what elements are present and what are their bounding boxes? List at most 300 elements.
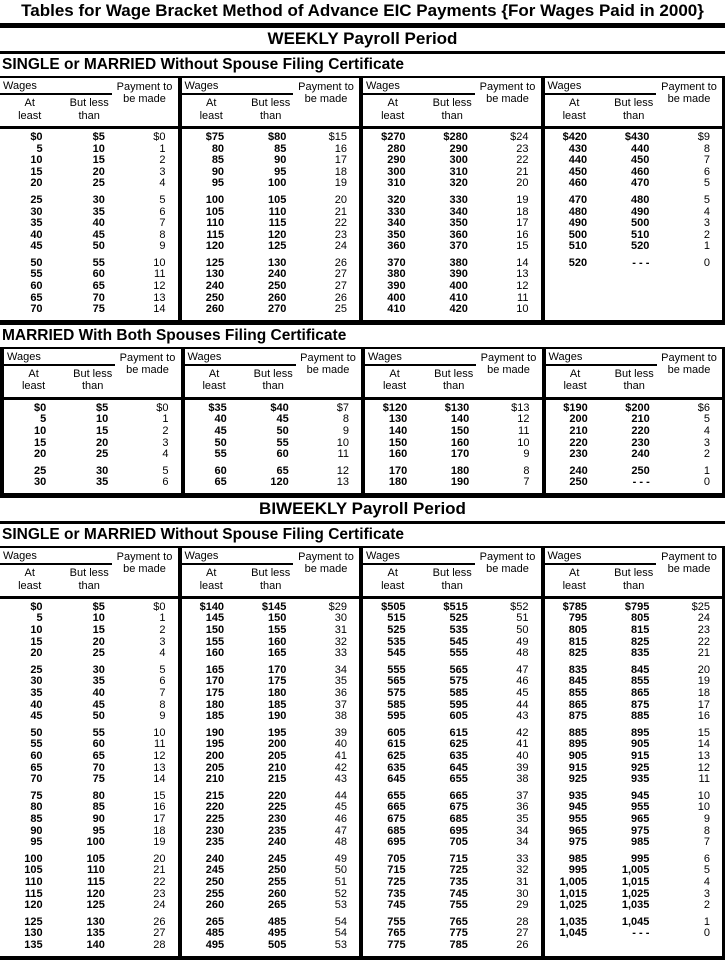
wage-row [182, 132, 360, 144]
payment-value: 31 [334, 624, 347, 637]
wage-row [185, 449, 362, 461]
payment-value: 2 [159, 154, 166, 167]
wage-row [0, 739, 178, 751]
table-column [359, 548, 541, 956]
payment-value: 50 [334, 864, 347, 877]
table-header [0, 78, 178, 129]
at-least-value: 180 [388, 476, 408, 489]
table-header [0, 548, 178, 599]
at-least-value: $35 [208, 401, 227, 414]
payment-value: 7 [523, 476, 530, 489]
payment-value: 5 [159, 663, 166, 676]
but-less-than-value: $5 [92, 130, 105, 143]
at-least-value: 115 [24, 887, 43, 900]
table-header [545, 548, 723, 599]
but-less-than-value: 360 [449, 228, 468, 241]
but-less-than-label [59, 567, 118, 592]
payment-value: 10 [153, 726, 166, 739]
at-least-value: 955 [568, 812, 588, 825]
but-less-than-value: 545 [449, 635, 468, 648]
but-less-than-value: 25 [92, 177, 105, 190]
but-less-than-value: 180 [268, 687, 287, 700]
payment-value: 37 [334, 698, 347, 711]
at-least-value: 260 [205, 899, 225, 912]
at-least-label [545, 97, 604, 122]
at-least-value: 470 [568, 193, 588, 206]
wage-row [545, 837, 723, 849]
at-least-value: 965 [568, 824, 588, 837]
at-least-value: 80 [30, 801, 43, 814]
at-least-label [0, 97, 59, 122]
payment-value: 33 [334, 647, 347, 660]
but-less-than-value: 625 [449, 738, 468, 751]
but-less-than-value: 200 [268, 738, 287, 751]
but-less-than-value: 575 [449, 675, 468, 688]
wage-row [363, 900, 541, 912]
at-least-value: 240 [569, 464, 588, 477]
payment-value: 1 [703, 240, 710, 253]
but-less-than-value: 490 [631, 205, 650, 218]
at-least-value: 120 [24, 899, 43, 912]
but-less-than-value: 380 [449, 256, 468, 269]
but-less-than-value: 170 [268, 663, 287, 676]
at-least-value: 615 [387, 738, 406, 751]
but-less-than-value: $130 [444, 401, 470, 414]
at-least-value: 1,025 [559, 899, 588, 912]
wage-row [363, 814, 541, 826]
but-less-than-value: 25 [92, 647, 105, 660]
but-less-than-value: 180 [450, 464, 470, 477]
at-least-value: 50 [30, 726, 43, 739]
but-less-than-value: 35 [95, 476, 109, 489]
at-least-value: 245 [205, 864, 225, 877]
at-least-value: 450 [568, 165, 588, 178]
payment-value: 37 [516, 789, 529, 802]
table-column [181, 349, 362, 493]
but-less-than-label [59, 97, 118, 122]
but-less-than-value: 10 [92, 612, 105, 625]
at-least-value: 10 [30, 624, 43, 637]
wage-row [0, 258, 178, 270]
but-less-than-value: 240 [268, 268, 287, 281]
payment-value: 44 [516, 698, 529, 711]
payment-value: 49 [334, 852, 347, 865]
payment-value: 35 [516, 812, 529, 825]
row-group [0, 132, 178, 190]
but-less-than-value: 260 [268, 291, 287, 304]
row-group [182, 132, 360, 190]
but-less-than-value: 10 [95, 413, 109, 426]
wage-row [182, 877, 360, 889]
at-least-label [0, 567, 59, 592]
wage-row [545, 814, 723, 826]
but-less-than-value: 100 [268, 177, 287, 190]
but-less-than-label [422, 97, 481, 122]
at-least-value: 15 [30, 165, 43, 178]
but-less-than-value: 125 [86, 899, 105, 912]
at-least-value: 765 [387, 927, 406, 940]
at-least-value: 240 [205, 280, 225, 293]
but-less-than-label [604, 567, 663, 592]
but-less-than-value: 460 [631, 165, 650, 178]
but-less-than-text: But less than [432, 567, 472, 592]
but-less-than-value: 50 [92, 240, 105, 253]
row-group [182, 665, 360, 723]
but-less-than-value: $145 [261, 600, 287, 613]
wage-row [545, 711, 723, 723]
payment-value: 8 [523, 464, 530, 477]
wage-row [185, 438, 362, 450]
payment-value: 3 [159, 635, 166, 648]
payment-value: 5 [159, 193, 166, 206]
wage-row [363, 155, 541, 167]
but-less-than-text: But less than [251, 97, 291, 122]
payment-value: 42 [334, 761, 347, 774]
payment-value: 20 [697, 663, 710, 676]
but-less-than-value: 310 [449, 165, 468, 178]
wage-row [0, 711, 178, 723]
but-less-than-value: 885 [631, 710, 650, 723]
at-least-value: 390 [387, 280, 406, 293]
payment-value: 5 [703, 177, 710, 190]
at-least-value: 95 [211, 177, 225, 190]
wage-row [365, 449, 542, 461]
at-least-value: 160 [205, 647, 225, 660]
row-group [0, 791, 178, 849]
row-group [365, 403, 542, 461]
wage-table [0, 349, 725, 493]
payment-value: $0 [153, 600, 166, 613]
payment-value: 47 [334, 824, 347, 837]
payment-value: 3 [703, 887, 710, 900]
payment-value: 29 [516, 899, 529, 912]
wage-row [363, 195, 541, 207]
at-least-value: $75 [205, 130, 225, 143]
but-less-than-value: 190 [450, 476, 470, 489]
payment-value: 4 [703, 424, 710, 437]
row-group [182, 195, 360, 253]
at-least-value: $0 [33, 401, 47, 414]
row-group [0, 854, 178, 912]
certificate-title: SINGLE or MARRIED Without Spouse Filing Certificate [2, 525, 405, 543]
but-less-than-value: 90 [92, 812, 105, 825]
but-less-than-value: 615 [449, 726, 468, 739]
at-least-value: 555 [387, 663, 406, 676]
at-least-value: 330 [387, 205, 406, 218]
at-least-value: 1,005 [559, 875, 588, 888]
at-least-value: 215 [205, 789, 225, 802]
wage-row [545, 258, 723, 270]
payment-value: 20 [516, 177, 529, 190]
table-column [541, 548, 723, 956]
but-less-than-value: 265 [268, 899, 287, 912]
divider [0, 956, 725, 960]
payment-value: 30 [334, 612, 347, 625]
but-less-than-value: 845 [631, 663, 650, 676]
payment-value: 39 [334, 726, 347, 739]
payment-value: 36 [334, 687, 347, 700]
wage-row [4, 477, 181, 489]
payment-value: 4 [159, 177, 166, 190]
at-least-value: 735 [387, 887, 406, 900]
but-less-than-value: 90 [274, 154, 287, 167]
payment-value: 27 [516, 927, 529, 940]
payment-value: 38 [516, 773, 529, 786]
payment-label: Payment to be made [119, 351, 176, 377]
payment-value: 26 [334, 291, 347, 304]
table-body [0, 599, 178, 956]
but-less-than-value: $80 [268, 130, 287, 143]
table-column [359, 78, 541, 320]
but-less-than-value: 125 [268, 240, 287, 253]
payment-value: 4 [703, 875, 710, 888]
but-less-than-value: 230 [268, 812, 287, 825]
payment-value: 6 [159, 205, 166, 218]
payment-value: 24 [697, 612, 710, 625]
at-least-value: 35 [30, 217, 43, 230]
at-least-value: 945 [568, 801, 588, 814]
payment-value: 27 [153, 927, 166, 940]
wage-row [546, 477, 723, 489]
but-less-than-value: 150 [268, 612, 287, 625]
at-least-value: 30 [33, 476, 47, 489]
payment-value: 17 [697, 698, 710, 711]
wage-row [182, 940, 360, 952]
wage-row [0, 900, 178, 912]
at-least-value: 70 [30, 303, 43, 316]
but-less-than-value: 130 [268, 256, 287, 269]
payment-value: 10 [517, 436, 530, 449]
at-least-value: 25 [30, 193, 43, 206]
at-least-value: 235 [205, 836, 225, 849]
at-least-value: 60 [214, 464, 227, 477]
but-less-than-value: $430 [624, 130, 650, 143]
at-least-text: At least [381, 97, 405, 122]
wage-row [545, 195, 723, 207]
at-least-value: 320 [387, 193, 406, 206]
wage-row [182, 751, 360, 763]
payment-value: 0 [703, 927, 710, 940]
payment-value: 34 [516, 836, 529, 849]
wage-row [0, 167, 178, 179]
at-least-value: 170 [388, 464, 408, 477]
at-least-value: 985 [568, 852, 588, 865]
column-subheaders [182, 567, 301, 592]
at-least-value: 55 [214, 448, 227, 461]
row-group [0, 195, 178, 253]
but-less-than-value: 605 [449, 710, 468, 723]
at-least-label [545, 567, 604, 592]
row-group [182, 728, 360, 786]
payment-value: 5 [703, 413, 710, 426]
at-least-label [363, 567, 422, 592]
column-subheaders [182, 97, 301, 122]
payment-value: 15 [516, 240, 529, 253]
at-least-value: 410 [387, 303, 406, 316]
at-least-value: $120 [382, 401, 408, 414]
but-less-than-value: 935 [631, 773, 650, 786]
at-least-value: 585 [387, 698, 406, 711]
payment-value: 12 [697, 761, 710, 774]
at-least-value: 30 [30, 205, 43, 218]
but-less-than-value: 155 [268, 624, 287, 637]
wage-row [182, 625, 360, 637]
but-less-than-value: 240 [631, 448, 650, 461]
at-least-value: 265 [205, 915, 225, 928]
wage-row [182, 648, 360, 660]
payment-value: 21 [697, 647, 710, 660]
but-less-than-value: 70 [92, 291, 105, 304]
payment-value: $6 [697, 401, 710, 414]
but-less-than-value: 190 [268, 710, 287, 723]
wage-row [363, 241, 541, 253]
payment-value: 54 [334, 927, 347, 940]
at-least-value: 440 [568, 154, 588, 167]
payment-value: 10 [516, 303, 529, 316]
but-less-than-value: - - - [632, 476, 650, 489]
at-least-value: 230 [569, 448, 588, 461]
table-body [363, 129, 541, 320]
payment-value: 22 [516, 154, 529, 167]
at-least-value: 190 [205, 726, 225, 739]
wage-row [185, 426, 362, 438]
at-least-value: 65 [30, 291, 43, 304]
wage-row [545, 688, 723, 700]
but-less-than-value: 120 [270, 476, 289, 489]
wage-row [365, 426, 542, 438]
but-less-than-value: 25 [95, 448, 109, 461]
at-least-value: 250 [569, 476, 588, 489]
at-least-value: 310 [387, 177, 406, 190]
but-less-than-value: $5 [92, 600, 105, 613]
table-body [365, 400, 542, 493]
table-column [542, 349, 723, 493]
payment-value: 31 [516, 875, 529, 888]
at-least-value: 805 [568, 624, 588, 637]
but-less-than-value: 270 [268, 303, 287, 316]
wage-row [182, 814, 360, 826]
wage-row [182, 711, 360, 723]
but-less-than-label [605, 368, 664, 393]
payment-value: 8 [159, 228, 166, 241]
but-less-than-value: $795 [624, 600, 650, 613]
at-least-value: 80 [211, 142, 225, 155]
row-group [545, 665, 723, 723]
wage-row [0, 178, 178, 190]
at-least-value: 695 [387, 836, 406, 849]
but-less-than-value: 705 [449, 836, 468, 849]
but-less-than-value: 100 [86, 836, 105, 849]
payment-value: 33 [516, 852, 529, 865]
but-less-than-value: $280 [443, 130, 468, 143]
but-less-than-value: 955 [631, 801, 650, 814]
payment-value: 43 [516, 710, 529, 723]
wage-row [0, 218, 178, 230]
at-least-value: 795 [568, 612, 588, 625]
wage-row [0, 940, 178, 952]
payment-label: Payment to be made [479, 550, 536, 576]
at-least-value: $0 [30, 130, 43, 143]
payment-value: 19 [153, 836, 166, 849]
wages-label: Wages [545, 550, 657, 565]
payment-value: 11 [518, 424, 530, 437]
column-subheaders [365, 368, 483, 393]
wage-row [545, 774, 723, 786]
row-group [545, 728, 723, 786]
wage-row [363, 940, 541, 952]
at-least-text: At least [18, 97, 42, 122]
payment-label: Payment to be made [661, 351, 717, 377]
payment-value: $52 [510, 600, 529, 613]
at-least-value: 1,015 [559, 887, 588, 900]
payment-value: 14 [697, 738, 710, 751]
row-group [363, 602, 541, 660]
wage-row [545, 928, 723, 940]
column-subheaders [363, 567, 482, 592]
but-less-than-text: But less than [69, 567, 109, 592]
payment-value: 41 [334, 750, 347, 762]
at-least-value: 65 [214, 476, 227, 489]
but-less-than-value: 420 [449, 303, 468, 316]
at-least-value: 430 [568, 142, 588, 155]
payment-value: 12 [336, 464, 349, 477]
at-least-value: 25 [33, 464, 47, 477]
at-least-value: 85 [211, 154, 225, 167]
at-least-text: At least [18, 567, 42, 592]
at-least-value: 260 [205, 303, 225, 316]
table-column [361, 349, 542, 493]
row-group [545, 132, 723, 190]
row-group [0, 917, 178, 952]
table-body [4, 400, 181, 493]
but-less-than-value: 685 [449, 812, 468, 825]
wage-table [0, 548, 725, 956]
at-least-value: 240 [205, 852, 225, 865]
payment-value: 2 [159, 624, 166, 637]
payment-value: 45 [516, 687, 529, 700]
at-least-value: 10 [33, 424, 47, 437]
row-group [0, 258, 178, 316]
payment-value: 13 [516, 268, 529, 281]
but-less-than-text: But less than [253, 368, 293, 393]
at-least-value: 905 [568, 750, 588, 762]
wage-row [363, 751, 541, 763]
but-less-than-value: 370 [449, 240, 468, 253]
but-less-than-value: 495 [268, 927, 287, 940]
row-group [363, 132, 541, 190]
at-least-value: 50 [214, 436, 227, 449]
at-least-value: $785 [562, 600, 588, 613]
row-group [545, 917, 723, 940]
row-group [365, 466, 542, 489]
row-group [545, 791, 723, 849]
at-least-value: 165 [205, 663, 225, 676]
but-less-than-value: 1,015 [621, 875, 650, 888]
at-least-value: 55 [30, 738, 43, 751]
payment-value: 21 [153, 864, 166, 877]
at-least-value: 195 [205, 738, 225, 751]
payment-value: 0 [703, 256, 710, 269]
but-less-than-value: 55 [276, 436, 289, 449]
but-less-than-value: 165 [268, 647, 287, 660]
payment-value: 10 [336, 436, 349, 449]
at-least-value: 15 [30, 635, 43, 648]
payment-value: 1 [162, 413, 169, 426]
payment-value: 5 [703, 864, 710, 877]
but-less-than-value: 520 [631, 240, 650, 253]
at-least-value: 480 [568, 205, 588, 218]
but-less-than-value: 525 [449, 612, 468, 625]
